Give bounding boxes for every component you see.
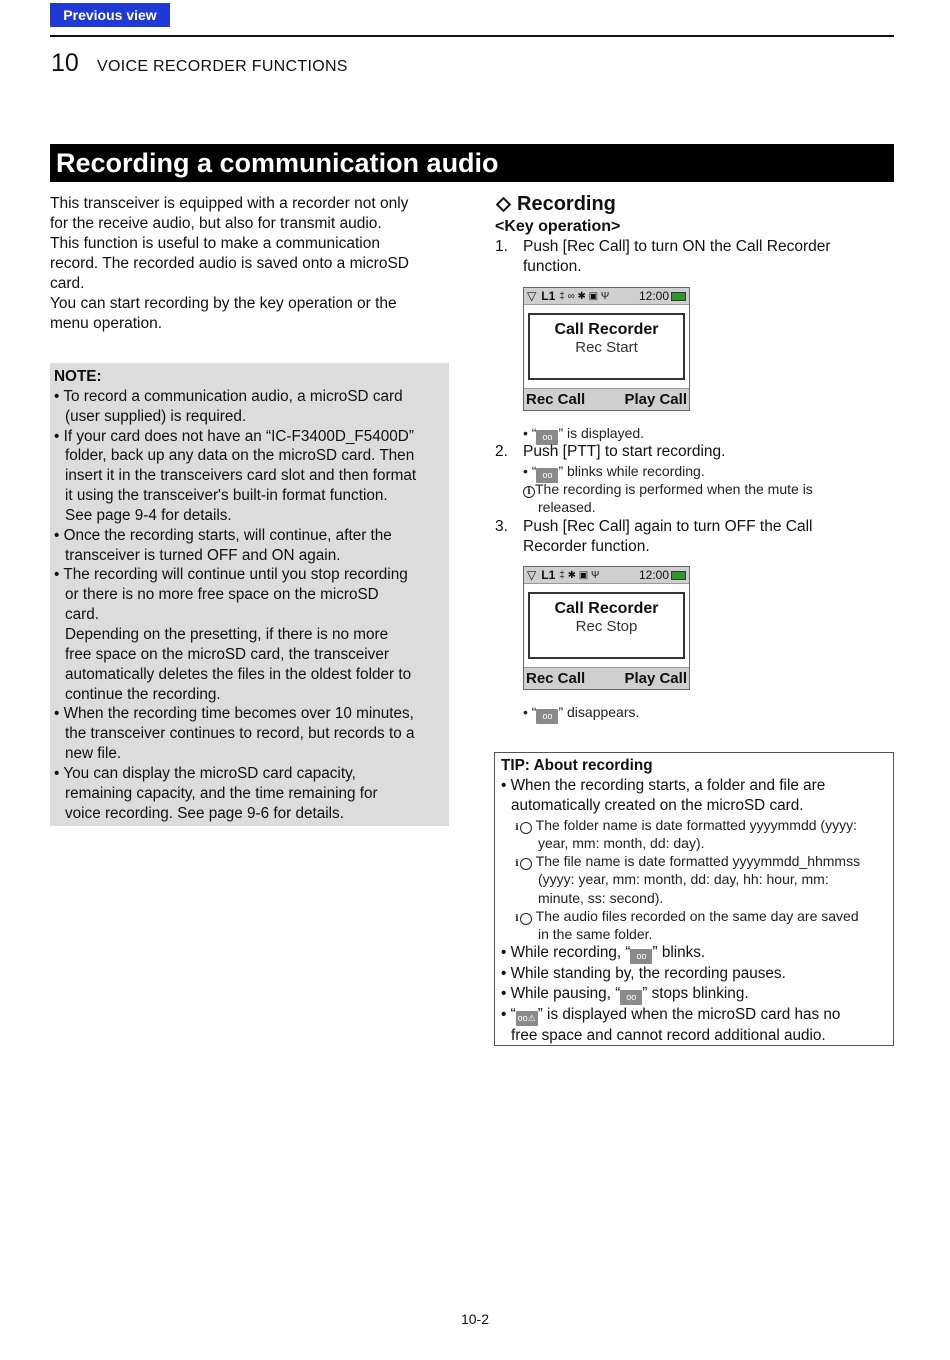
note-text: ” disappears. — [558, 704, 640, 720]
intro-line: This function is useful to make a communication — [50, 235, 380, 252]
lcd-time: 12:00 — [638, 568, 669, 582]
lcd-status-bar — [524, 288, 689, 305]
tip-info-line: The folder name is date formatted yyyymmdd (yyyy: — [535, 816, 857, 833]
note-bullet: • “ — [523, 463, 537, 479]
lcd-status-bar — [524, 567, 689, 584]
note-bullet: • “ — [523, 425, 537, 441]
tip-info — [501, 816, 893, 852]
lcd-dialog-subtitle: Rec Start — [575, 339, 638, 356]
tip-item — [501, 943, 893, 964]
step-2-info — [523, 480, 813, 516]
note-heading: NOTE: — [54, 368, 102, 385]
battery-icon — [671, 292, 686, 301]
step-line: Push [PTT] to start recording. — [523, 443, 726, 460]
lcd-dialog-title: Call Recorder — [554, 321, 659, 338]
recorder-icon: oo — [620, 990, 642, 1005]
note-line: or there is no more free space on the microSD — [65, 586, 379, 604]
tip-box — [494, 752, 894, 1046]
lcd-dialog — [528, 592, 685, 659]
step-3-note — [523, 703, 639, 724]
status-icons: ‡ ✱ ▣ Ψ — [559, 569, 600, 581]
info-icon: i — [523, 486, 535, 498]
recorder-icon: oo — [536, 709, 558, 724]
status-icons: ‡ ∞ ✱ ▣ Ψ — [559, 290, 610, 302]
intro-line: menu operation. — [50, 315, 163, 332]
note-line: • The recording will continue until you stop recording — [54, 566, 408, 584]
note-line: Depending on the presetting, if there is no more — [65, 625, 389, 643]
note-text: ” blinks while recording. — [558, 463, 705, 479]
note-line: • When the recording time becomes over 10 minutes, — [54, 705, 414, 723]
note-line: insert it in the transceivers card slot and then format — [65, 467, 417, 485]
note-bullet: • “ — [523, 704, 537, 720]
note-line: the transceiver continues to record, but records to a — [65, 725, 415, 743]
softkey-play-call[interactable]: Play Call — [624, 670, 687, 687]
lcd-dialog — [528, 313, 685, 380]
tip-info-line: in the same folder. — [538, 925, 653, 942]
step-1 — [495, 237, 865, 277]
lcd-channel: L1 — [541, 568, 556, 582]
note-line: free space on the microSD card, the transceiver — [65, 645, 389, 663]
section-title: Recording a communication audio — [50, 144, 894, 182]
softkey-rec-call[interactable]: Rec Call — [526, 391, 586, 408]
tip-item — [501, 1005, 893, 1046]
note-line: (user supplied) is required. — [65, 407, 247, 425]
recording-heading-text: Recording — [517, 193, 616, 215]
note-box — [50, 363, 449, 826]
tip-line: free space and cannot record additional audio. — [511, 1027, 826, 1045]
intro-line: card. — [50, 275, 85, 292]
lcd-softkeys — [524, 667, 689, 689]
info-line: released. — [538, 499, 596, 515]
tip-text: • “ — [501, 1006, 516, 1024]
note-item — [54, 427, 445, 526]
step-line: Recorder function. — [523, 538, 650, 555]
note-line: See page 9-4 for details. — [65, 506, 232, 524]
tip-text: ” blinks. — [652, 944, 706, 962]
note-line: • If your card does not have an “IC-F3400D_F5400D” — [54, 427, 414, 445]
recorder-icon: oo — [536, 430, 558, 445]
note-item — [54, 387, 445, 427]
tip-item — [501, 984, 893, 1005]
tip-info-line: The audio files recorded on the same day are saved — [535, 907, 859, 924]
note-line: • Once the recording starts, will continue, after the — [54, 526, 392, 544]
previous-view-button[interactable]: Previous view — [50, 3, 170, 27]
battery-icon — [671, 571, 686, 580]
intro-line: record. The recorded audio is saved onto a microSD — [50, 255, 409, 272]
info-line: The recording is performed when the mute is — [535, 481, 813, 497]
tip-info — [501, 907, 893, 943]
note-text: ” is displayed. — [558, 425, 645, 441]
step-3 — [495, 517, 865, 557]
note-line: it using the transceiver's built-in format function. — [65, 487, 388, 505]
tip-info-line: (yyyy: year, mm: month, dd: day, hh: hour, mm: — [538, 871, 829, 888]
intro-line: This transceiver is equipped with a recorder not only — [50, 195, 409, 212]
note-line: • You can display the microSD card capacity, — [54, 764, 356, 782]
note-item — [54, 565, 445, 704]
lcd-screen-rec-stop — [523, 566, 690, 690]
info-icon: i — [520, 913, 532, 925]
lcd-dialog-title: Call Recorder — [554, 600, 659, 617]
tip-text: ” stops blinking. — [642, 985, 749, 1003]
page-number: 10-2 — [460, 1311, 490, 1327]
tip-info-line: year, mm: month, dd: day). — [538, 834, 705, 851]
tip-line: • When the recording starts, a folder and file are — [501, 776, 826, 794]
lcd-dialog-subtitle: Rec Stop — [575, 618, 638, 635]
diamond-icon — [496, 197, 512, 213]
tip-text: ” is displayed when the microSD card has no — [537, 1006, 841, 1024]
note-line: automatically deletes the files in the oldest folder to — [65, 665, 412, 683]
info-icon: i — [520, 822, 532, 834]
note-line: card. — [65, 606, 100, 624]
note-item — [54, 764, 445, 824]
step-number: 3. — [495, 518, 508, 535]
softkey-rec-call[interactable]: Rec Call — [526, 670, 586, 687]
recording-heading — [495, 193, 616, 216]
note-line: voice recording. See page 9-6 for details. — [65, 804, 344, 822]
tip-text: • While pausing, “ — [501, 985, 621, 1003]
tip-info-line: The file name is date formatted yyyymmdd_hhmmss — [535, 853, 861, 870]
chapter-title: VOICE RECORDER FUNCTIONS — [97, 58, 348, 75]
key-operation-heading: <Key operation> — [495, 218, 621, 235]
step-number: 1. — [495, 238, 508, 255]
tip-info-line: minute, ss: second). — [538, 889, 664, 906]
lcd-time: 12:00 — [638, 289, 669, 303]
note-item — [54, 704, 445, 764]
step-line: Push [Rec Call] to turn ON the Call Recorder — [523, 238, 831, 255]
tip-item: • While standing by, the recording pauses. — [501, 965, 786, 983]
step-number: 2. — [495, 443, 508, 460]
step-line: function. — [523, 258, 582, 275]
recorder-icon: oo — [536, 468, 558, 483]
step-2 — [495, 442, 865, 462]
lcd-channel: L1 — [541, 289, 556, 303]
note-line: • To record a communication audio, a microSD card — [54, 387, 403, 405]
note-line: continue the recording. — [65, 685, 221, 703]
tip-heading: TIP: About recording — [501, 757, 653, 774]
step-line: Push [Rec Call] again to turn OFF the Call — [523, 518, 813, 535]
intro-line: You can start recording by the key operation or the — [50, 295, 397, 312]
chapter-number: 10 — [51, 49, 79, 77]
recorder-icon: oo — [630, 949, 652, 964]
header-rule — [50, 35, 894, 37]
note-line: folder, back up any data on the microSD card. Then — [65, 447, 415, 465]
note-line: remaining capacity, and the time remaining for — [65, 784, 378, 802]
softkey-play-call[interactable]: Play Call — [624, 391, 687, 408]
tip-line: automatically created on the microSD card. — [511, 796, 804, 814]
lcd-softkeys — [524, 388, 689, 410]
intro-paragraph — [50, 194, 450, 334]
recorder-warning-icon: oo⚠ — [516, 1011, 538, 1026]
intro-line: for the receive audio, but also for transmit audio. — [50, 215, 382, 232]
note-line: transceiver is turned OFF and ON again. — [65, 546, 341, 564]
note-item — [54, 526, 445, 566]
tip-text: • While recording, “ — [501, 944, 631, 962]
tip-info — [501, 852, 893, 907]
tip-item — [501, 776, 893, 816]
antenna-icon: ▽ — [527, 289, 537, 303]
antenna-icon: ▽ — [527, 568, 537, 582]
lcd-screen-rec-start — [523, 287, 690, 411]
note-line: new file. — [65, 745, 122, 763]
info-icon: i — [520, 858, 532, 870]
